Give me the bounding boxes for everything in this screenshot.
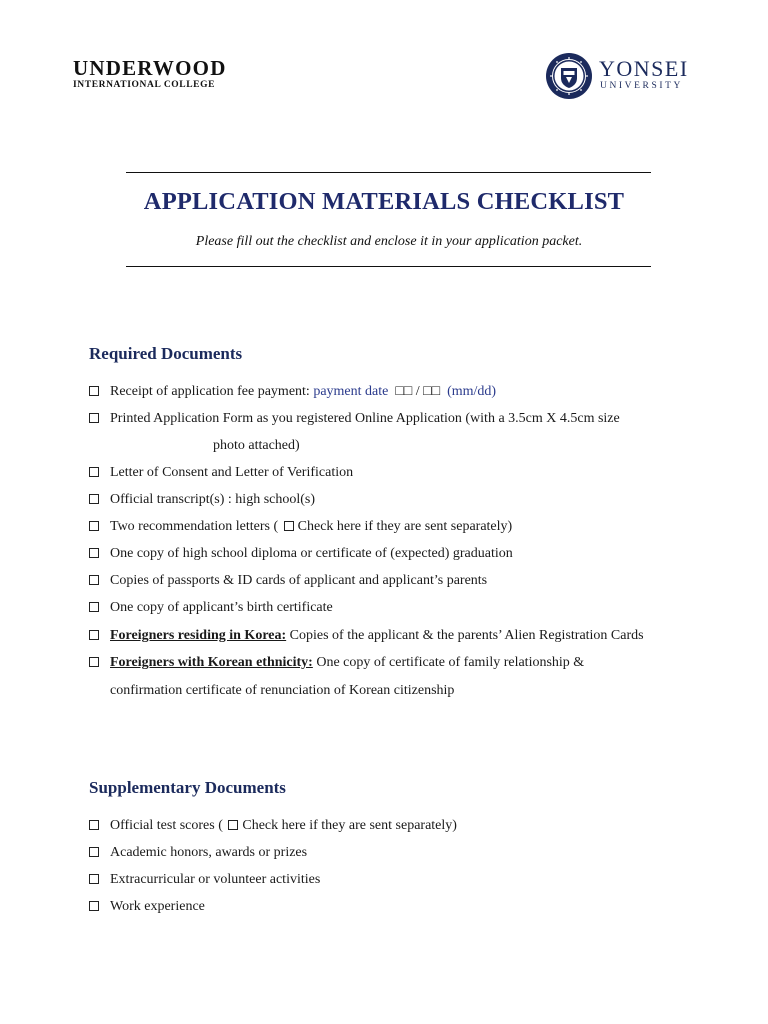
checklist-item-passports (89, 572, 487, 590)
checklist-item-diploma (89, 545, 513, 563)
checkbox[interactable] (89, 874, 99, 884)
checkbox[interactable] (89, 575, 99, 585)
korea-residents-label: Foreigners residing in Korea: (110, 628, 287, 643)
checklist-item-recommendation (89, 518, 512, 536)
item-label: Copies of the applicant & the parents’ Alien Registration Cards (289, 628, 644, 643)
page-title: APPLICATION MATERIALS CHECKLIST (143, 188, 625, 215)
item-label: One copy of applicant’s birth certificate (110, 600, 333, 615)
checkbox[interactable] (89, 413, 99, 423)
title-rule-top (126, 172, 651, 173)
underwood-logo (73, 58, 227, 91)
checkbox[interactable] (89, 386, 99, 396)
sent-separately-label: Check here if they are sent separately) (242, 818, 457, 833)
yonsei-seal-icon (545, 52, 593, 100)
payment-date-format: (mm/dd) (447, 384, 497, 399)
checklist-item-consent (89, 464, 353, 482)
checkbox[interactable] (89, 494, 99, 504)
checkbox[interactable] (89, 657, 99, 667)
item-label: Work experience (110, 899, 205, 914)
checkbox[interactable] (89, 820, 99, 830)
korean-ethnicity-label: Foreigners with Korean ethnicity: (110, 655, 313, 670)
payment-date-label: payment date (313, 384, 389, 399)
checkbox[interactable] (89, 521, 99, 531)
item-label: Academic honors, awards or prizes (110, 845, 308, 860)
checkbox[interactable] (89, 602, 99, 612)
sent-separately-checkbox[interactable] (284, 521, 294, 531)
checklist-item-korean-ethnicity (89, 654, 584, 672)
yonsei-logo-name: YONSEI (599, 56, 689, 81)
instructions-text: Please fill out the checklist and enclose it in your application packet. (195, 234, 583, 249)
checklist-item-honors (89, 844, 307, 862)
payment-date-field[interactable]: □□ / □□ (395, 384, 441, 399)
item-label: Official transcript(s) : high school(s) (110, 492, 316, 507)
item-label: Official test scores ( (110, 818, 223, 833)
checklist-item-test-scores (89, 817, 457, 835)
checklist-item-korea-residents (89, 627, 644, 645)
required-documents-heading: Required Documents (89, 344, 243, 363)
supplementary-documents-heading: Supplementary Documents (89, 778, 286, 797)
checkbox[interactable] (89, 901, 99, 911)
item-label: One copy of high school diploma or certificate of (expected) graduation (110, 546, 513, 561)
title-rule-bottom (126, 266, 651, 267)
checklist-item-activities (89, 871, 320, 889)
checklist-item-fee-receipt (89, 383, 496, 401)
checklist-item-transcripts (89, 491, 315, 509)
checkbox[interactable] (89, 630, 99, 640)
underwood-logo-subtitle: INTERNATIONAL COLLEGE (73, 80, 216, 90)
underwood-logo-name: UNDERWOOD (73, 56, 227, 80)
item-label: Letter of Consent and Letter of Verification (110, 465, 354, 480)
item-label: Copies of passports & ID cards of applicant and applicant’s parents (110, 573, 488, 588)
item-label: One copy of certificate of family relationship & (316, 655, 585, 670)
item-label: Two recommendation letters ( (110, 519, 279, 534)
item-label: Receipt of application fee payment: (110, 384, 310, 399)
checklist-item-birth-certificate (89, 599, 333, 617)
checkbox[interactable] (89, 467, 99, 477)
checkbox[interactable] (89, 847, 99, 857)
item-label: Extracurricular or volunteer activities (110, 872, 321, 887)
checklist-item-application-form (89, 410, 620, 428)
yonsei-logo-subtitle: UNIVERSITY (600, 81, 683, 91)
checklist-item-work-experience (89, 898, 205, 916)
item-label: Printed Application Form as you registered Online Application (with a 3.5cm X 4.5cm size (110, 411, 620, 426)
sent-separately-label: Check here if they are sent separately) (297, 519, 513, 534)
application-form-continued: photo attached) (213, 438, 300, 453)
korean-ethnicity-continued: confirmation certificate of renunciation of Korean citizenship (110, 683, 455, 698)
checkbox[interactable] (89, 548, 99, 558)
sent-separately-checkbox[interactable] (228, 820, 238, 830)
